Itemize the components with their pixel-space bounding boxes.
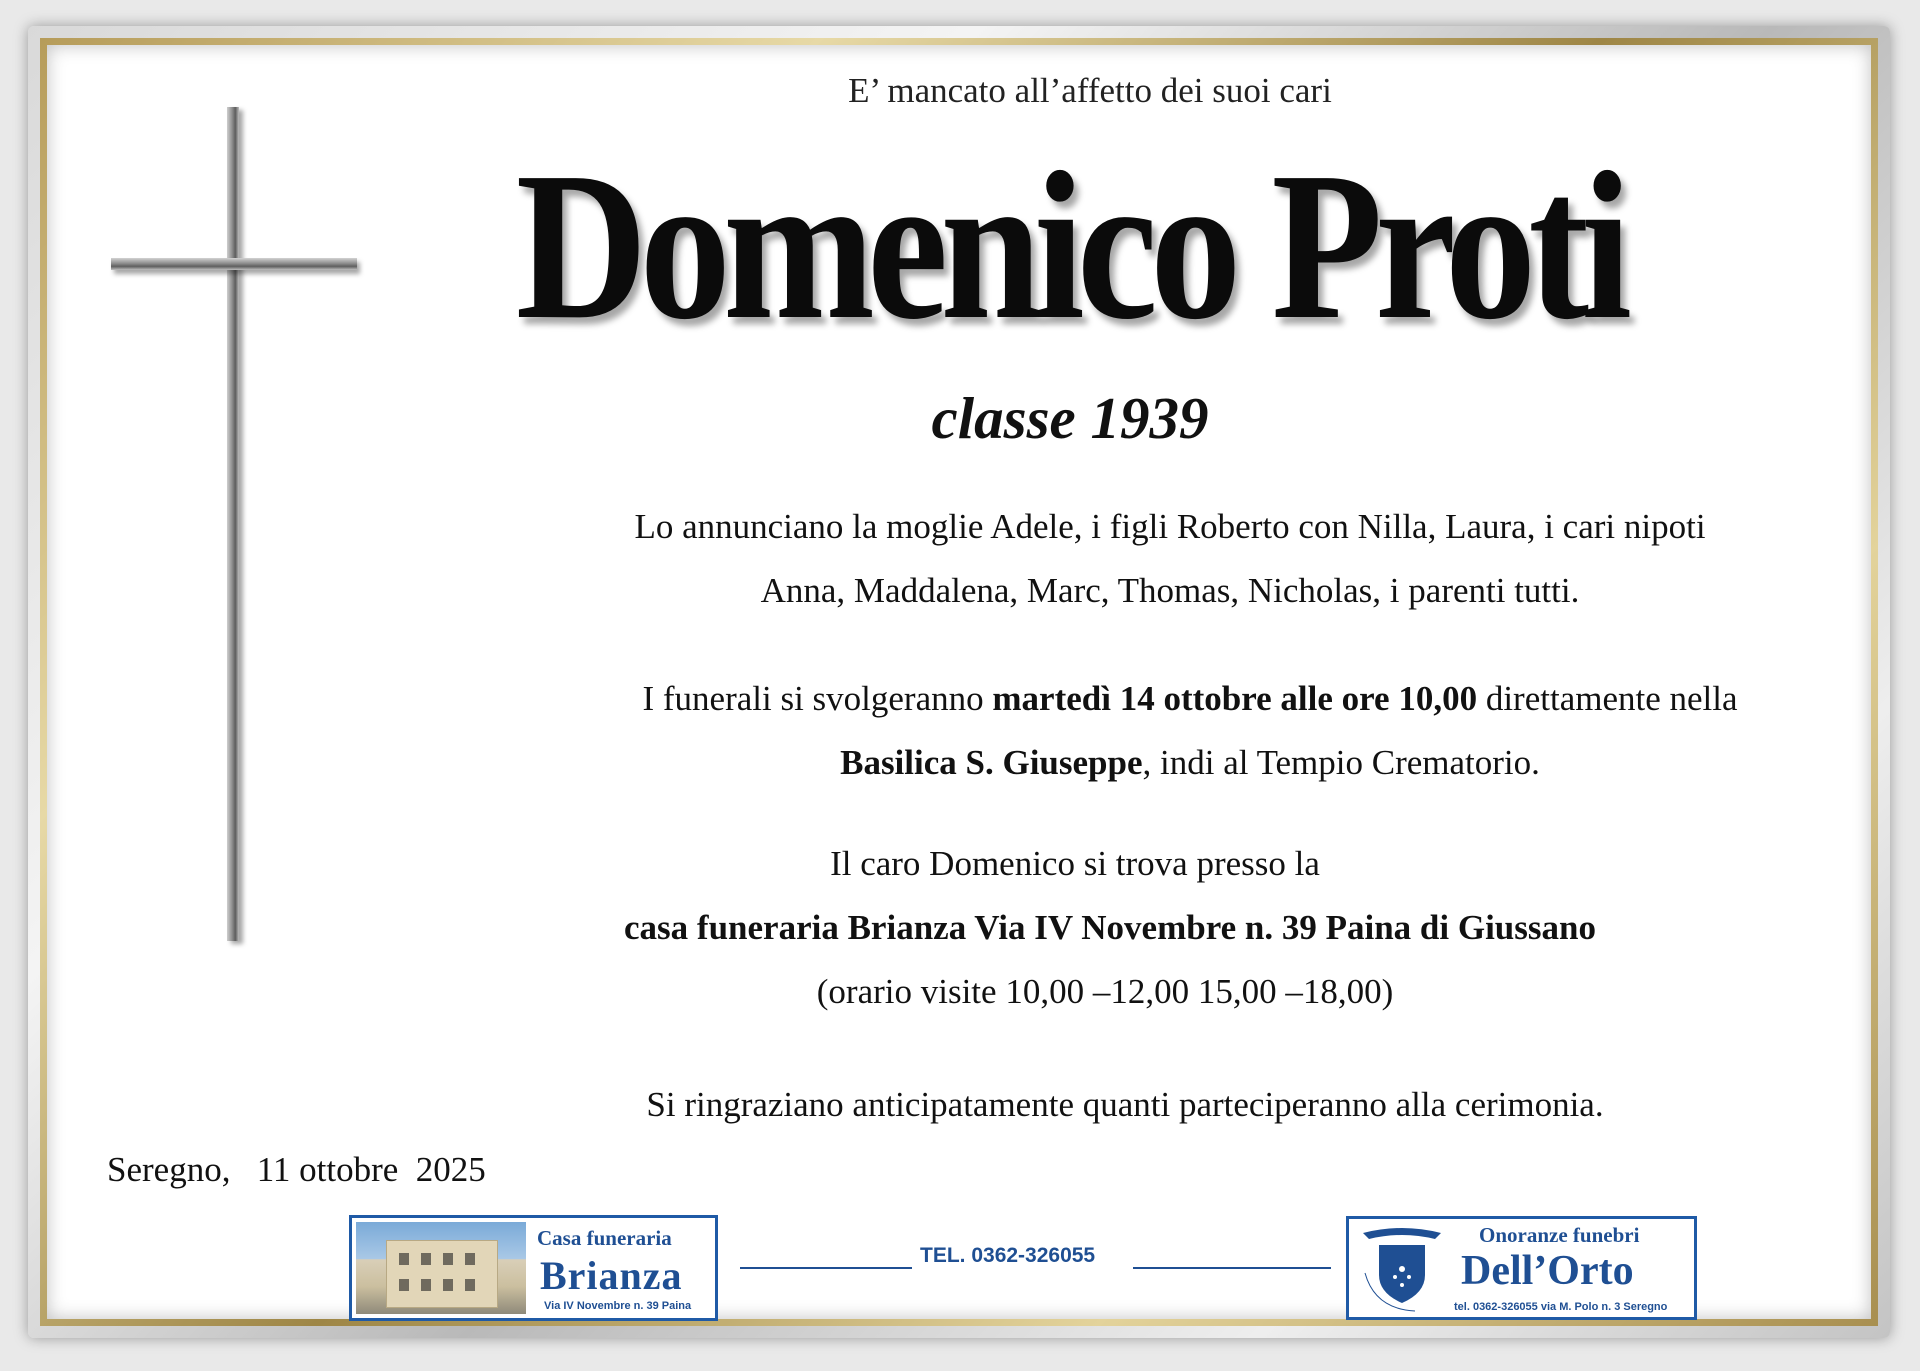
announcement-line-2: Anna, Maddalena, Marc, Thomas, Nicholas, i parenti tutti. xyxy=(760,571,1580,610)
funeral-post: direttamente nella xyxy=(1477,679,1738,718)
date-place: Seregno, 11 ottobre 2025 xyxy=(107,1150,486,1189)
telephone-number: TEL. 0362-326055 xyxy=(920,1244,1096,1267)
viewing-line-3: (orario visite 10,00 –12,00 15,00 –18,00) xyxy=(816,972,1394,1011)
cross-horizontal-bar xyxy=(111,258,357,270)
funeral-pre: I funerali si svolgeranno xyxy=(642,679,993,718)
birth-year: classe 1939 xyxy=(931,385,1209,451)
tel-rule-left xyxy=(740,1267,912,1269)
funeral-paragraph xyxy=(400,667,1920,795)
onoranze-dellorto-logo xyxy=(1346,1216,1697,1320)
left-logo-address: Via IV Novembre n. 39 Paina xyxy=(544,1300,692,1312)
casa-funeraria-brianza-logo xyxy=(349,1215,718,1321)
viewing-address: casa funeraria Brianza Via IV Novembre n. 39 Paina di Giussano xyxy=(624,908,1596,947)
announcement-line-1: Lo annunciano la moglie Adele, i figli Roberto con Nilla, Laura, i cari nipoti xyxy=(634,507,1706,546)
right-logo-title: Onoranze funebri xyxy=(1479,1223,1640,1247)
funeral-when: martedì 14 ottobre alle ore 10,00 xyxy=(992,679,1478,718)
announcement-paragraph xyxy=(380,495,1920,623)
left-logo-name: Brianza xyxy=(540,1253,683,1298)
shield-emblem-icon xyxy=(1355,1223,1449,1315)
viewing-line-1: Il caro Domenico si trova presso la xyxy=(830,844,1320,883)
right-logo-contact: tel. 0362-326055 via M. Polo n. 3 Seregno xyxy=(1454,1301,1668,1313)
tel-rule-right xyxy=(1133,1267,1331,1269)
right-logo-name: Dell’Orto xyxy=(1461,1248,1634,1294)
thanks-text: Si ringraziano anticipatamente quanti parteciperanno alla cerimonia. xyxy=(646,1085,1604,1124)
funeral-line-2 xyxy=(400,731,1920,795)
viewing-paragraph xyxy=(380,832,1760,1024)
intro-text: E’ mancato all’affetto dei suoi cari xyxy=(848,71,1332,110)
viewing-line-2 xyxy=(380,896,1760,960)
funeral-place: Basilica S. Giuseppe xyxy=(840,743,1143,782)
funeral-rest: , indi al Tempio Crematorio. xyxy=(1142,743,1540,782)
cross-vertical-bar xyxy=(227,107,239,941)
left-logo-title: Casa funeraria xyxy=(537,1226,672,1250)
deceased-name: Domenico Proti xyxy=(515,128,1625,363)
building-shape xyxy=(386,1240,498,1308)
building-photo xyxy=(356,1222,526,1314)
funeral-line-1 xyxy=(400,667,1920,731)
